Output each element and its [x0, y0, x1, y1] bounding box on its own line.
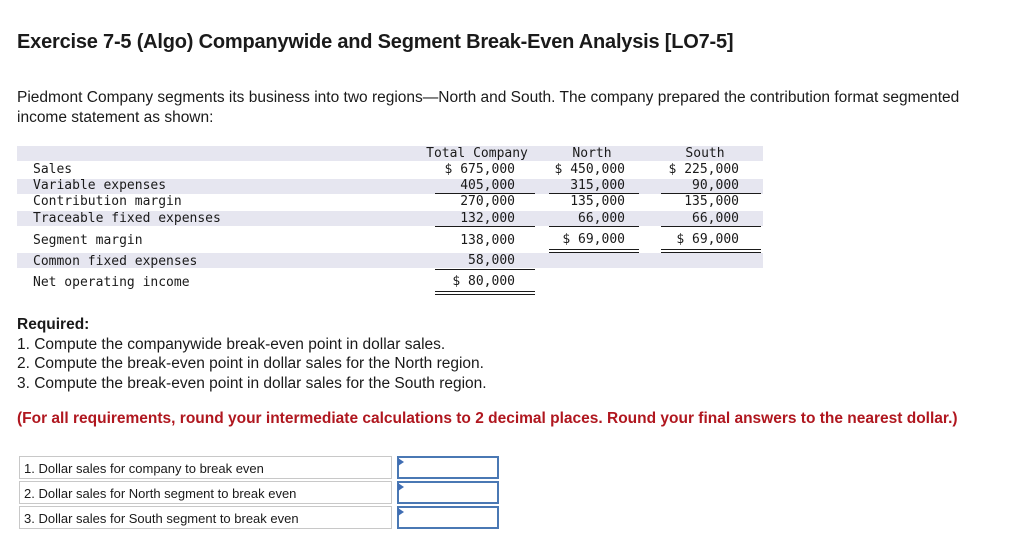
required-heading: Required: — [17, 316, 90, 333]
variable-expenses-south: 90,000 — [692, 178, 739, 193]
answer-row — [19, 506, 501, 530]
net-operating-income-total: $ 80,000 — [452, 274, 515, 289]
sales-south: $ 225,000 — [668, 162, 739, 177]
row-label-common-fixed-expenses: Common fixed expenses — [33, 254, 198, 269]
traceable-fixed-south: 66,000 — [692, 211, 739, 226]
required-item: 3. Compute the break-even point in dollar sales for the South region. — [17, 374, 487, 392]
underline — [661, 193, 761, 194]
traceable-fixed-north: 66,000 — [578, 211, 625, 226]
double-underline — [661, 249, 761, 250]
header-south: South — [685, 146, 725, 161]
answer-row — [19, 481, 501, 505]
required-item: 1. Compute the companywide break-even point in dollar sales. — [17, 335, 446, 353]
sales-total: $ 675,000 — [444, 162, 515, 177]
row-label-net-operating-income: Net operating income — [33, 275, 190, 290]
row-label-segment-margin: Segment margin — [33, 233, 143, 248]
double-underline — [435, 294, 535, 295]
intro-text: Piedmont Company segments its business into two regions—North and South. The company prepared the contribution format segmented income statement as shown: — [17, 89, 960, 126]
required-section — [17, 315, 487, 393]
underline — [435, 269, 535, 270]
north-break-even-input[interactable] — [397, 481, 499, 504]
double-underline — [549, 252, 639, 253]
income-statement — [17, 146, 763, 298]
traceable-fixed-total: 132,000 — [460, 211, 515, 226]
answer-label-north: 2. Dollar sales for North segment to break even — [19, 481, 392, 504]
south-break-even-input[interactable] — [397, 506, 499, 529]
sales-north: $ 450,000 — [554, 162, 625, 177]
segment-margin-total: 138,000 — [460, 233, 515, 248]
underline — [661, 226, 761, 227]
answer-label-south: 3. Dollar sales for South segment to break even — [19, 506, 392, 529]
required-item: 2. Compute the break-even point in dollar sales for the North region. — [17, 355, 484, 372]
exercise-title: Exercise 7-5 (Algo) Companywide and Segment Break-Even Analysis [LO7-5] — [17, 31, 734, 53]
header-north: North — [572, 146, 612, 161]
row-label-contribution-margin: Contribution margin — [33, 194, 182, 209]
variable-expenses-north: 315,000 — [570, 178, 625, 193]
underline — [549, 226, 639, 227]
row-label-variable-expenses: Variable expenses — [33, 178, 167, 193]
double-underline — [549, 249, 639, 250]
header-total-company: Total Company — [426, 146, 528, 161]
rounding-note: (For all requirements, round your intermediate calculations to 2 decimal places. Round your final answers to the nearest dollar.) — [17, 410, 958, 427]
contribution-margin-south: 135,000 — [684, 194, 739, 209]
contribution-margin-total: 270,000 — [460, 194, 515, 209]
underline — [549, 193, 639, 194]
input-flag-icon — [398, 483, 404, 491]
row-label-sales: Sales — [33, 162, 73, 177]
answer-table — [19, 456, 501, 530]
row-band — [17, 146, 763, 161]
answer-label-company: 1. Dollar sales for company to break even — [19, 456, 392, 479]
segment-margin-north: $ 69,000 — [562, 232, 625, 247]
variable-expenses-total: 405,000 — [460, 178, 515, 193]
input-flag-icon — [398, 508, 404, 516]
company-break-even-input[interactable] — [397, 456, 499, 479]
contribution-margin-north: 135,000 — [570, 194, 625, 209]
answer-row — [19, 456, 501, 480]
common-fixed-total: 58,000 — [468, 253, 515, 268]
segment-margin-south: $ 69,000 — [676, 232, 739, 247]
underline — [435, 226, 535, 227]
double-underline — [661, 252, 761, 253]
double-underline — [435, 291, 535, 292]
row-label-traceable-fixed-expenses: Traceable fixed expenses — [33, 211, 221, 226]
input-flag-icon — [398, 458, 404, 466]
underline — [435, 193, 535, 194]
